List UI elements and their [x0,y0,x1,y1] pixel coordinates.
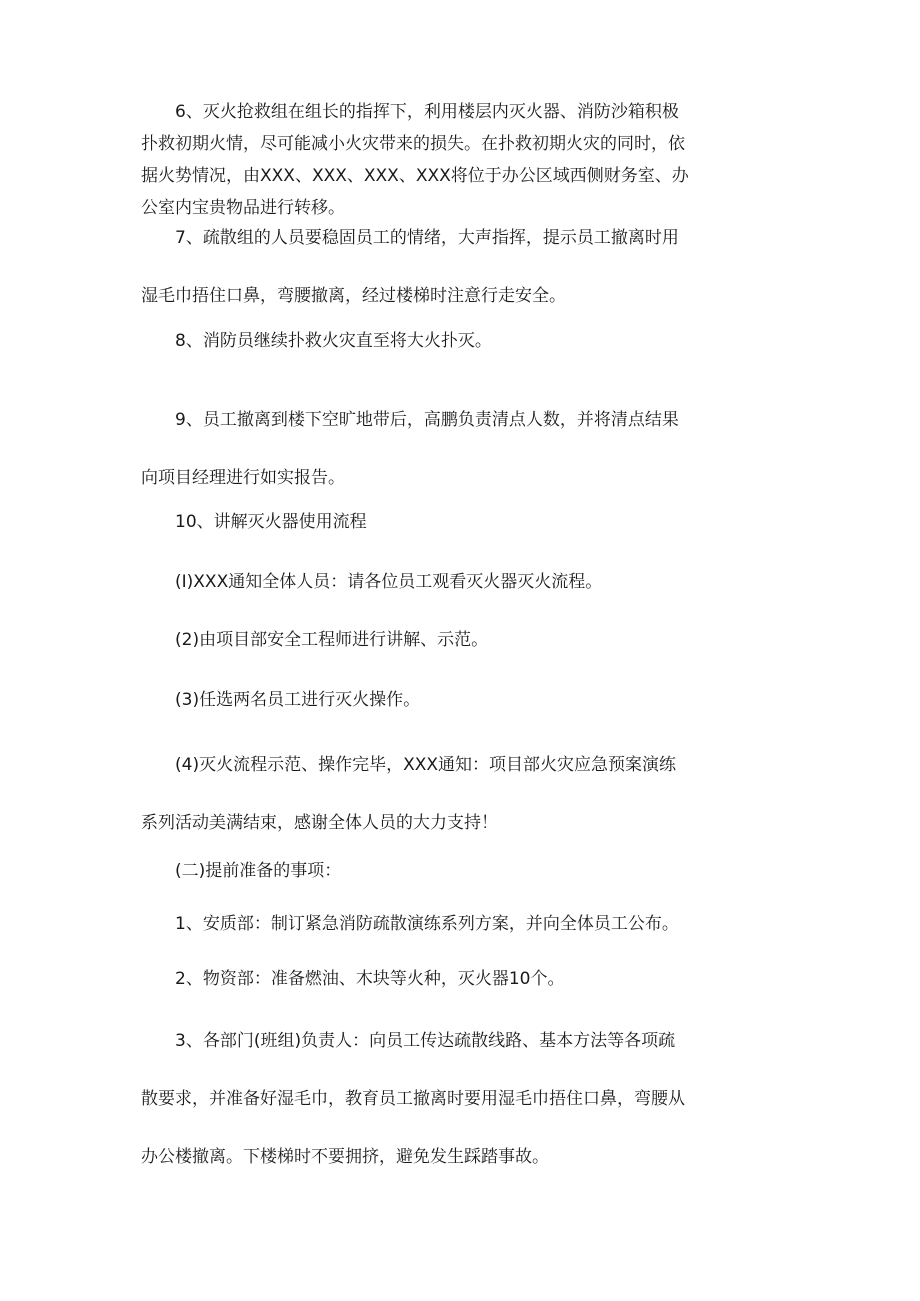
prep-item-1 [141,908,783,940]
prep-item-3 [141,1012,783,1186]
sub-item-3 [141,684,783,716]
paragraph-line: 湿毛巾捂住口鼻，弯腰撤离，经过楼梯时注意行走安全。 [141,286,566,306]
paragraph-line: 2、物资部：准备燃油、木块等火种，灭火器10个。 [141,969,565,989]
paragraph-line: 3、各部门(班组)负责人：向员工传达疏散线路、基本方法等各项疏 [141,1031,676,1051]
prep-item-2 [141,963,783,995]
paragraph-line: 据火势情况，由XXX、XXX、XXX、XXX将位于办公区域西侧财务室、办 [141,166,689,186]
paragraph-item-7 [141,209,783,325]
paragraph-line: 1、安质部：制订紧急消防疏散演练系列方案，并向全体员工公布。 [141,914,679,934]
paragraph-line: (I)XXX通知全体人员：请各位员工观看灭火器灭火流程。 [141,572,603,592]
paragraph-line: 公室内宝贵物品进行转移。 [141,198,345,218]
paragraph-line: (4)灭火流程示范、操作完毕，XXX通知：项目部火灾应急预案演练 [141,755,677,775]
section-heading-line: (二)提前准备的事项： [141,861,342,881]
paragraph-item-10 [141,506,783,538]
paragraph-item-6 [141,96,783,224]
paragraph-line: 7、疏散组的人员要稳固员工的情绪，大声指挥，提示员工撤离时用 [141,228,679,248]
paragraph-line: 10、讲解灭火器使用流程 [141,512,367,532]
paragraph-line: 扑救初期火情，尽可能减小火灾带来的损失。在扑救初期火灾的同时，依 [141,134,685,154]
sub-item-2 [141,624,783,656]
paragraph-line: 8、消防员继续扑救火灾直至将大火扑灭。 [141,331,492,351]
section-heading-2 [141,855,783,887]
paragraph-item-9 [141,391,783,507]
paragraph-line: 6、灭火抢救组在组长的指挥下，利用楼层内灭火器、消防沙箱积极 [141,102,679,122]
paragraph-line: (3)任选两名员工进行灭火操作。 [141,690,421,710]
paragraph-line: 系列活动美满结束，感谢全体人员的大力支持！ [141,813,498,833]
paragraph-line: (2)由项目部安全工程师进行讲解、示范。 [141,630,489,650]
paragraph-line: 办公楼撤离。下楼梯时不要拥挤，避免发生踩踏事故。 [141,1147,549,1167]
paragraph-line: 9、员工撤离到楼下空旷地带后，高鹏负责清点人数，并将清点结果 [141,410,679,430]
sub-item-4 [141,736,783,852]
paragraph-line: 散要求，并准备好湿毛巾，教育员工撤离时要用湿毛巾捂住口鼻，弯腰从 [141,1089,685,1109]
sub-item-1 [141,566,783,598]
paragraph-item-8 [141,325,783,357]
paragraph-line: 向项目经理进行如实报告。 [141,468,345,488]
